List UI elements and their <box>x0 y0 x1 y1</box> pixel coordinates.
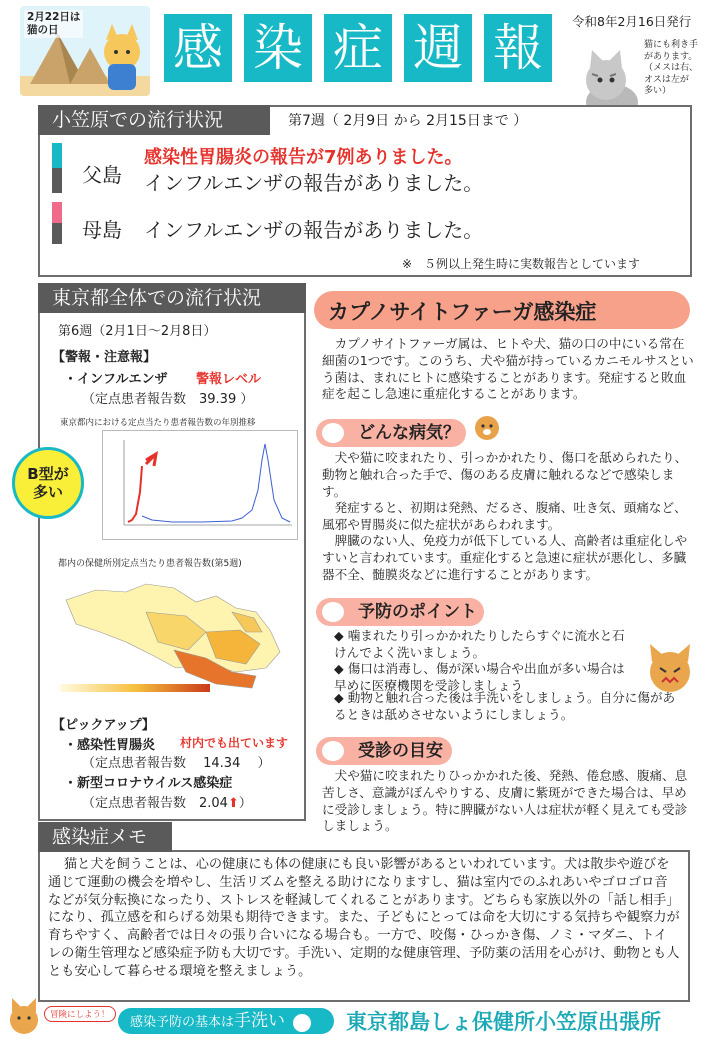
consult-text: 犬や猫に咬まれたりひっかかれた後、発熱、倦怠感、腹痛、息苦しさ、意識がぼんやりする、皮膚に紫斑ができた場合は、早めに受診しましょう。特に脾臓がない人は症状が軽く見えても受診しましょう。 <box>322 768 688 834</box>
disease-paragraph-1: 犬や猫に咬まれたり、引っかかれたり、傷口を舐められたり、動物と触れ合った手で、傷のある皮膚に触れるなどで感染します。 <box>322 450 688 499</box>
title-char-5: 報 <box>484 14 552 82</box>
up-arrow-icon: ⬆ <box>227 796 239 811</box>
tokyo-map <box>56 572 292 704</box>
bulletin-title <box>150 6 560 88</box>
prevention-item-2-text: 傷口は消毒し、傷が深い場合や出血が多い場合は早めに医療機関を受診しましょう <box>334 661 625 693</box>
feature-title: カプノサイトファーガ感染症 <box>328 300 597 324</box>
paw-icon <box>322 741 344 761</box>
flu-trend-chart-svg <box>102 430 298 540</box>
pickup-heading: 【ピックアップ】 <box>52 718 155 733</box>
feature-intro: カプノサイトファーガ属は、ヒトや犬、猫の口の中にいる常在細菌の1つです。このうち、犬や猫が持っているカニモルサスという菌は、まれにヒトに感染することがあります。発症すると敗血症を起こし急速に重症化することがあります。 <box>322 336 694 402</box>
gastro-note: 村内でも出ています <box>180 736 289 750</box>
badge-b-type <box>12 447 84 519</box>
memo-section-title: 感染症メモ <box>38 822 172 852</box>
prevention-item-3 <box>334 690 684 724</box>
consult-heading-text: 受診の目安 <box>358 741 443 761</box>
tokyo-period: 第6週（2月1日〜2月8日） <box>58 324 217 339</box>
covid-label: ・新型コロナウイルス感染症 <box>64 776 233 791</box>
hahajima-row <box>52 202 682 244</box>
footer-cat-icon <box>4 996 44 1036</box>
flu-trend-chart <box>102 430 298 540</box>
title-char-4: 週 <box>404 14 472 82</box>
badge-text: B型が 多い <box>27 465 69 501</box>
hahajima-marker <box>52 202 62 223</box>
flu-report: （定点患者報告数 39.39 ） <box>82 392 254 407</box>
footer-bubble: 冒険にしよう！ <box>44 1006 116 1022</box>
gastro-report: （定点患者報告数 14.34 ） <box>82 756 271 771</box>
header-illustration <box>20 6 150 96</box>
ogasawara-section-title: 小笠原での流行状況 <box>38 105 270 135</box>
covid-report: （定点患者報告数 2.04 <box>82 796 228 811</box>
map-title: 都内の保健所別定点当たり患者報告数(第5週) <box>58 559 242 569</box>
diamond-icon: ◆ <box>334 628 344 643</box>
flu-label: ・インフルエンザ <box>64 372 168 387</box>
chichijima-flu-report: インフルエンザの報告がありました。 <box>144 171 484 195</box>
covid-report-end: ） <box>238 796 252 811</box>
consult-heading <box>316 737 452 765</box>
chichijima-row <box>52 143 682 193</box>
title-char-3: 症 <box>324 14 392 82</box>
tokyo-section-title: 東京都全体での流行状況 <box>38 283 306 313</box>
footer-slogan <box>118 1008 334 1034</box>
footer-slogan-pre: 感染予防の基本は <box>130 1015 235 1030</box>
disease-heading <box>316 419 466 447</box>
diamond-icon: ◆ <box>334 690 344 705</box>
ogasawara-footnote: ※ ５例以上発生時に実数報告としています <box>402 257 641 271</box>
ogasawara-period: 第7週（ 2月9日 から 2月15日まで ） <box>288 113 528 129</box>
disease-paragraph-3: 脾臓のない人、免疫力が低下している人、高齢者は重症化しやすいと言われています。重症化すると急速に症状が悪化し、多臓器不全、髄膜炎などに進行することがあります。 <box>322 533 688 582</box>
prevention-item-1-text: 噛まれたり引っかかれたりしたらすぐに流水と石けんでよく洗いましょう。 <box>334 628 625 660</box>
chichijima-name: 父島 <box>82 163 122 187</box>
hand-wash-icon <box>293 1014 311 1032</box>
hahajima-marker-lower <box>52 223 62 244</box>
cat-day-note: 2月22日は 猫の日 <box>24 10 83 38</box>
prevention-heading <box>316 598 484 626</box>
flu-chart-title: 東京都内における定点当たり患者報告数の年別推移 <box>60 418 256 428</box>
dog-icon <box>472 410 502 444</box>
covid-report-line <box>82 792 252 811</box>
paw-icon <box>322 423 344 443</box>
flu-level: 警報レベル <box>196 372 262 387</box>
cat-note: 猫にも利き手 があります。 （メスは右、 オスは左が 多い） <box>644 40 699 96</box>
hahajima-flu-report: インフルエンザの報告がありました。 <box>144 218 484 242</box>
title-char-2: 染 <box>244 14 312 82</box>
angry-cat-icon <box>640 642 700 698</box>
chichijima-marker-lower <box>52 168 62 193</box>
organization-name: 東京都島しょ保健所小笠原出張所 <box>346 1010 661 1034</box>
prevention-item-1 <box>334 628 634 662</box>
footer-slogan-main: 手洗い <box>234 1011 286 1031</box>
disease-paragraph-2: 発症すると、初期は発熱、だるさ、腹痛、吐き気、頭痛など、風邪や胃腸炎に似た症状があらわれます。 <box>322 500 687 532</box>
prevention-heading-text: 予防のポイント <box>358 602 477 622</box>
diamond-icon: ◆ <box>334 661 344 676</box>
chichijima-marker <box>52 143 62 168</box>
issue-date: 令和8年2月16日発行 <box>572 14 692 29</box>
chichijima-gastro-report: 感染性胃腸炎の報告が7例ありました。 <box>144 147 463 168</box>
disease-heading-text: どんな病気？ <box>358 423 460 443</box>
memo-text: 猫と犬を飼うことは、心の健康にも体の健康にも良い影響があるといわれています。犬は散歩や遊びを通じて運動の機会を増やし、生活リズムを整える助けになりますし、猫は室内でのふれあいやゴロゴロ音などが気分転換になったり、ストレスを軽減してくれることがあります。どちらも家族以外の「話し相手」になり、孤立感を和らげる効果も期待できます。また、子どもにとっては命を大切にする気持ちや観察力が育ちやすく、高齢者では日々の張り合いになる場合も。一方で、咬傷・ひっかき傷、ノミ・マダニ、トイレの衛生管理など感染症予防も大切です。手洗い、定期的な健康管理、予防薬の活用を心がけ、動物とも人とも安心して暮らせる環境を整えましょう。 <box>48 857 680 979</box>
hahajima-name: 母島 <box>82 218 122 242</box>
gastro-label: ・感染性胃腸炎 <box>64 738 156 753</box>
paw-icon <box>322 602 344 622</box>
title-char-1: 感 <box>164 14 232 82</box>
alert-heading: 【警報・注意報】 <box>52 350 157 365</box>
tokyo-map-svg <box>56 572 292 704</box>
prevention-item-3-text: 動物と触れ合った後は手洗いをしましょう。自分に傷があるときは舐めさせないようにしましょう。 <box>334 690 676 722</box>
